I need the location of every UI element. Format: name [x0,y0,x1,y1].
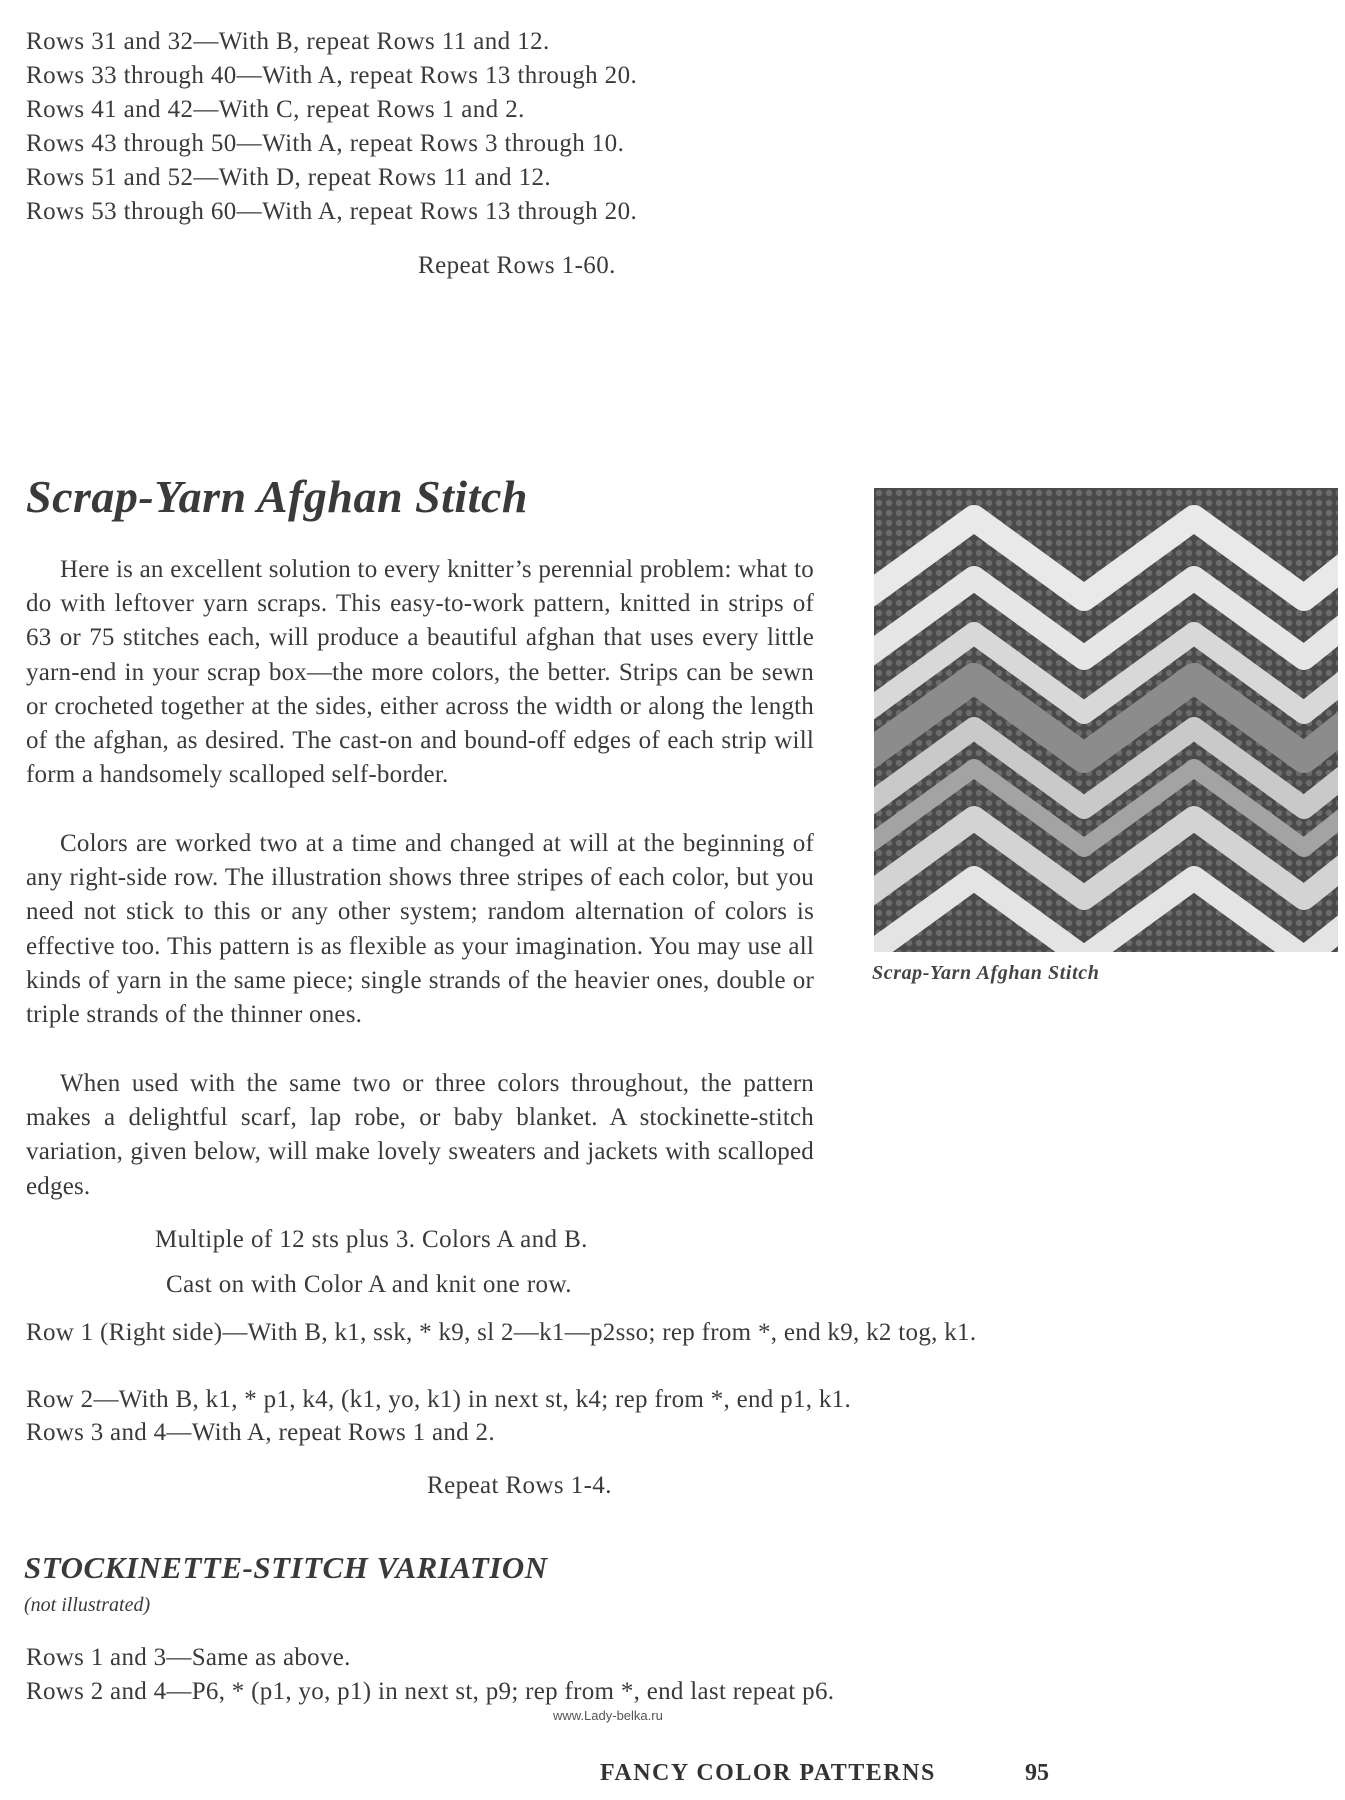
cast-on-instruction: Cast on with Color A and knit one row. [166,1271,572,1298]
chevron-knit-image [874,488,1338,952]
pattern-row: Row 2—With B, k1, * p1, k4, (k1, yo, k1) in next st, k4; rep from *, end p1, k1. [26,1386,852,1413]
repeat-instruction: Repeat Rows 1-60. [418,252,616,279]
colors-paragraph: Colors are worked two at a time and changed at will at the beginning of any right-side row. The illustration shows three stripes of each color, but you need not stick to this or any other system; random alternation of colors is effective too. This pattern is as flexible as your imagination. You may use all kinds of yarn in the same piece; single strands of the heavier ones, double or triple strands of the thinner ones. [26,830,814,1029]
pattern-row-line: Rows 41 and 42—With C, repeat Rows 1 and 2. [26,96,525,123]
variation-row: Rows 2 and 4—P6, * (p1, yo, p1) in next st, p9; rep from *, end last repeat p6. [26,1678,835,1705]
stitch-multiple: Multiple of 12 sts plus 3. Colors A and B. [155,1226,588,1253]
pattern-row: Row 1 (Right side)—With B, k1, ssk, * k9, sl 2—k1—p2sso; rep from *, end k9, k2 tog, k1. [26,1319,977,1346]
pattern-row-line: Rows 51 and 52—With D, repeat Rows 11 and 12. [26,164,552,191]
repeat-instruction: Repeat Rows 1-4. [427,1472,612,1499]
section-title: Scrap-Yarn Afghan Stitch [26,471,528,522]
pattern-row: Rows 3 and 4—With A, repeat Rows 1 and 2. [26,1419,495,1446]
pattern-row-line: Rows 33 through 40—With A, repeat Rows 13 through 20. [26,62,638,89]
pattern-row-line: Rows 31 and 32—With B, repeat Rows 11 and 12. [26,28,550,55]
usage-paragraph: When used with the same two or three colors throughout, the pattern makes a delightful scarf, lap robe, or baby blanket. A stockinette-stitch variation, given below, will make lovely sweaters and jackets with scalloped edges. [26,1070,814,1200]
running-footer: FANCY COLOR PATTERNS [600,1760,936,1786]
intro-paragraph: Here is an excellent solution to every knitter’s perennial problem: what to do with leftover yarn scraps. This easy-to-work pattern, knitted in strips of 63 or 75 stitches each, will produce a beautiful afghan that uses every little yarn-end in your scrap box—the more colors, the better. Strips can be sewn or crocheted together at the sides, either across the width or along the length of the afghan, as desired. The cast-on and bound-off edges of each strip will form a handsomely scalloped self-border. [26,556,814,789]
variation-note: (not illustrated) [24,1594,151,1616]
page-number: 95 [1025,1760,1049,1786]
variation-title: STOCKINETTE-STITCH VARIATION [24,1550,548,1585]
pattern-row-line: Rows 53 through 60—With A, repeat Rows 13 through 20. [26,198,638,225]
stitch-photo [874,488,1338,952]
photo-caption: Scrap-Yarn Afghan Stitch [872,962,1100,984]
watermark: www.Lady-belka.ru [553,1708,663,1723]
variation-row: Rows 1 and 3—Same as above. [26,1644,351,1671]
pattern-row-line: Rows 43 through 50—With A, repeat Rows 3 through 10. [26,130,625,157]
